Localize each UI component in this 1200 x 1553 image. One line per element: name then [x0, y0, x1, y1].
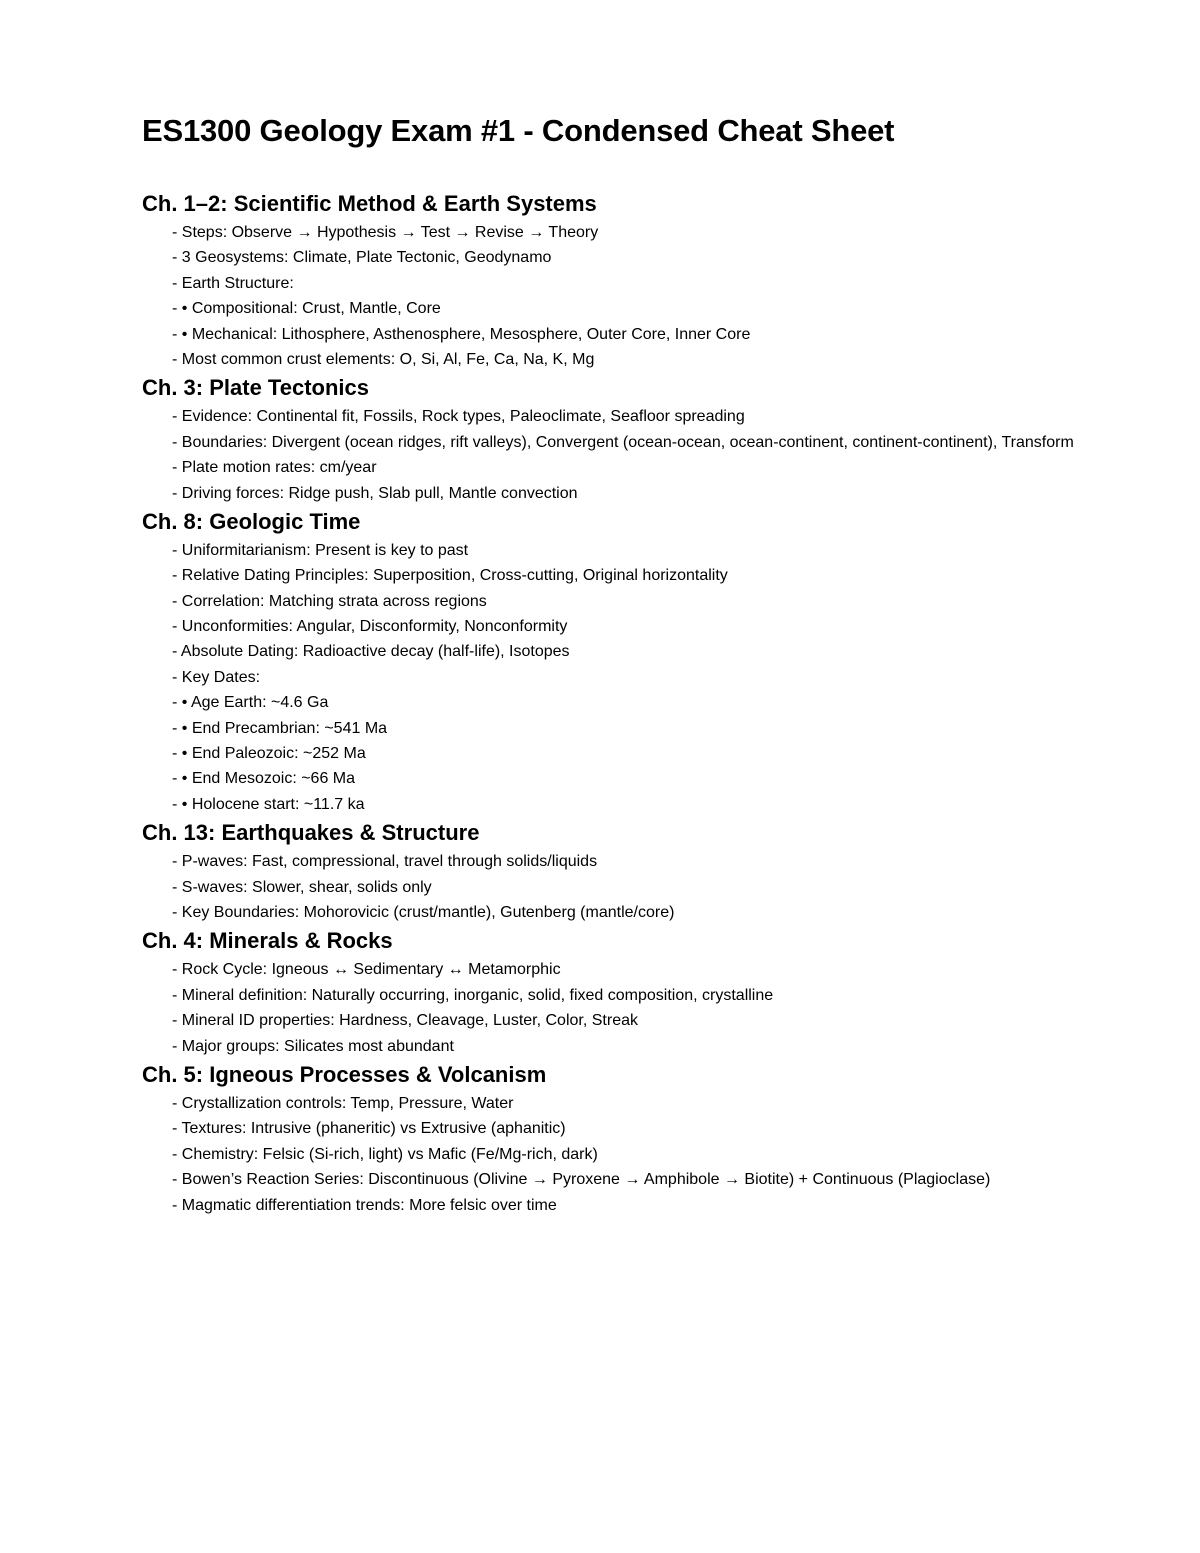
list-item: - Boundaries: Divergent (ocean ridges, rift valleys), Convergent (ocean-ocean, ocean-continent, continent-continent), Transform — [172, 433, 1074, 451]
list-item: - Uniformitarianism: Present is key to past — [172, 541, 469, 559]
section-list — [142, 404, 1200, 506]
section-plate-tectonics — [142, 372, 1200, 506]
section-list — [142, 220, 1200, 372]
list-item: - 3 Geosystems: Climate, Plate Tectonic, Geodynamo — [172, 249, 552, 267]
list-item: - Bowen’s Reaction Series: Discontinuous (Olivine → Pyroxene → Amphibole → Biotite) + Continuous (Plagioclase) — [172, 1171, 991, 1189]
section-list — [142, 1091, 1200, 1218]
section-minerals-rocks — [142, 925, 1200, 1059]
section-list — [142, 538, 1200, 817]
list-item: - Mineral ID properties: Hardness, Cleavage, Luster, Color, Streak — [172, 1012, 638, 1030]
list-item: - • End Paleozoic: ~252 Ma — [172, 745, 366, 763]
section-heading: Ch. 1–2: Scientific Method & Earth Systems — [142, 191, 597, 216]
section-heading: Ch. 4: Minerals & Rocks — [142, 928, 393, 954]
section-earthquakes — [142, 817, 1200, 925]
list-item: - Most common crust elements: O, Si, Al, Fe, Ca, Na, K, Mg — [172, 350, 595, 368]
section-heading: Ch. 8: Geologic Time — [142, 508, 361, 534]
section-heading: Ch. 5: Igneous Processes & Volcanism — [142, 1061, 547, 1087]
list-item: - Magmatic differentiation trends: More felsic over time — [172, 1196, 557, 1214]
list-item: - • Compositional: Crust, Mantle, Core — [172, 300, 441, 318]
list-item: - Key Dates: — [172, 668, 261, 686]
list-item: - Crystallization controls: Temp, Pressure, Water — [172, 1094, 514, 1112]
list-item: - • Mechanical: Lithosphere, Asthenosphere, Mesosphere, Outer Core, Inner Core — [172, 325, 751, 343]
list-item: - Steps: Observe → Hypothesis → Test → Revise → Theory — [172, 224, 599, 241]
list-item: - Chemistry: Felsic (Si-rich, light) vs Mafic (Fe/Mg-rich, dark) — [172, 1145, 598, 1163]
list-item: - Rock Cycle: Igneous ↔ Sedimentary ↔ Metamorphic — [172, 961, 561, 979]
list-item: - Plate motion rates: cm/year — [172, 459, 377, 477]
list-item: - • Holocene start: ~11.7 ka — [172, 795, 365, 813]
list-item: - Correlation: Matching strata across regions — [172, 592, 487, 610]
list-item: - Earth Structure: — [172, 274, 294, 292]
list-item: - P-waves: Fast, compressional, travel through solids/liquids — [172, 853, 598, 871]
document-title: ES1300 Geology Exam #1 - Condensed Cheat Sheet — [142, 113, 895, 148]
list-item: - • End Precambrian: ~541 Ma — [172, 719, 388, 737]
list-item: - Absolute Dating: Radioactive decay (half-life), Isotopes — [172, 643, 570, 661]
section-list — [142, 957, 1200, 1059]
section-heading: Ch. 3: Plate Tectonics — [142, 375, 369, 401]
section-heading: Ch. 13: Earthquakes & Structure — [142, 820, 480, 846]
document-body — [142, 188, 1200, 1218]
section-geologic-time — [142, 506, 1200, 817]
list-item: - Evidence: Continental fit, Fossils, Rock types, Paleoclimate, Seafloor spreading — [172, 408, 745, 426]
list-item: - S-waves: Slower, shear, solids only — [172, 878, 432, 896]
list-item: - Textures: Intrusive (phaneritic) vs Extrusive (aphanitic) — [172, 1120, 566, 1138]
list-item: - Major groups: Silicates most abundant — [172, 1037, 454, 1055]
list-item: - • Age Earth: ~4.6 Ga — [172, 694, 329, 712]
list-item: - Relative Dating Principles: Superposition, Cross-cutting, Original horizontality — [172, 567, 728, 585]
list-item: - Key Boundaries: Mohorovicic (crust/mantle), Gutenberg (mantle/core) — [172, 903, 675, 921]
list-item: - Mineral definition: Naturally occurring, inorganic, solid, fixed composition, crystalline — [172, 986, 774, 1004]
list-item: - Driving forces: Ridge push, Slab pull, Mantle convection — [172, 484, 578, 502]
section-igneous-volcanism — [142, 1059, 1200, 1218]
section-list — [142, 849, 1200, 925]
list-item: - Unconformities: Angular, Disconformity, Nonconformity — [172, 618, 568, 636]
section-scientific-method — [142, 188, 1200, 372]
list-item: - • End Mesozoic: ~66 Ma — [172, 770, 356, 788]
